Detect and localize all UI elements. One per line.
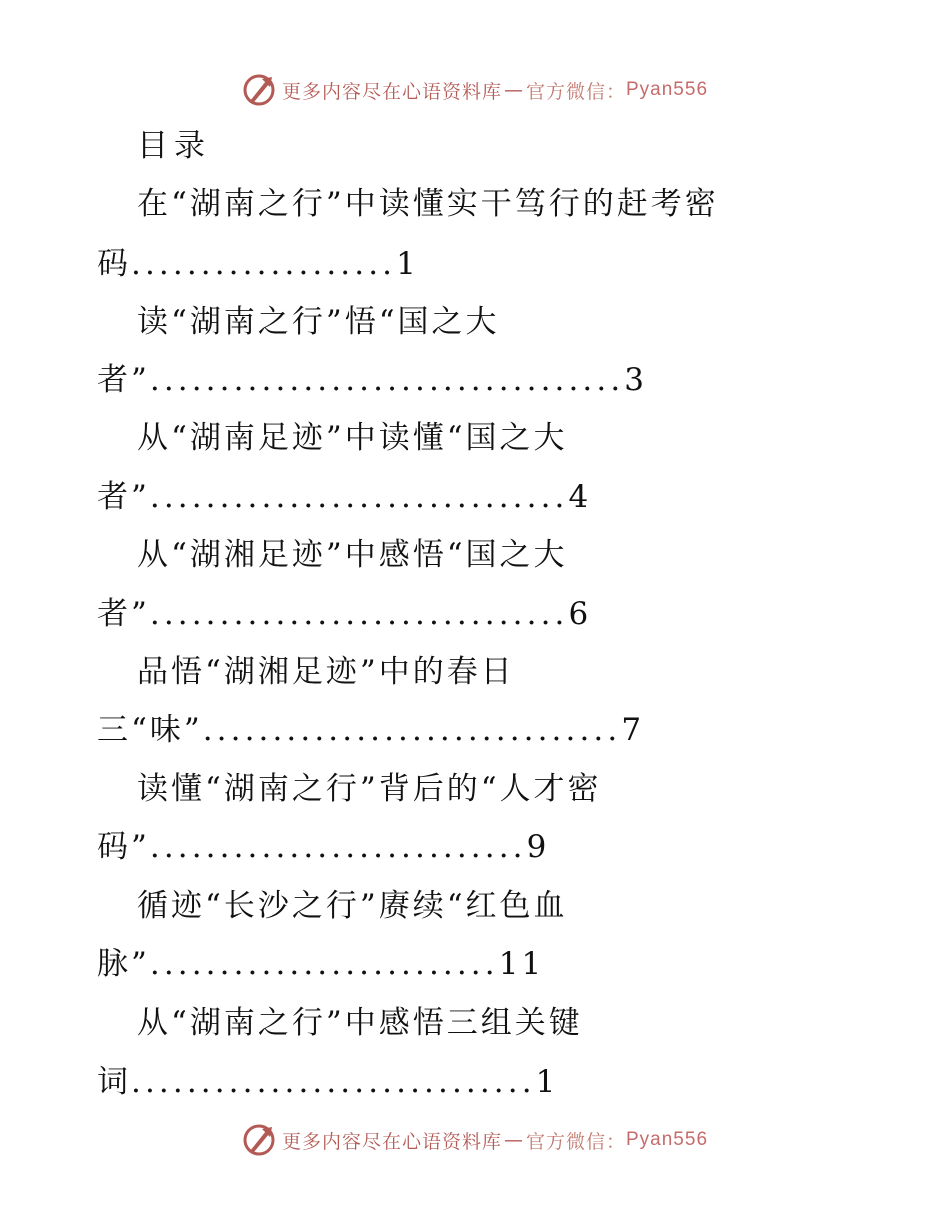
toc-leader-dots: ............................. bbox=[131, 1064, 536, 1100]
toc-entry-4-line2[interactable] bbox=[97, 590, 591, 638]
toc-entry-text: 者” bbox=[97, 596, 150, 632]
toc-page-number: 6 bbox=[568, 596, 592, 632]
toc-entry-1-line1[interactable]: 在“湖南之行”中读懂实干笃行的赶考密 bbox=[137, 186, 719, 222]
toc-leader-dots: .............................. bbox=[149, 596, 569, 632]
watermark-wechat-label: 官方微信： bbox=[525, 1130, 626, 1153]
toc-title: 目录 bbox=[137, 128, 211, 164]
toc-entry-text: 脉” bbox=[97, 946, 150, 982]
toc-entry-text: 码” bbox=[97, 829, 150, 865]
toc-leader-dots: ......................... bbox=[149, 946, 499, 982]
toc-page-number: 3 bbox=[624, 362, 648, 398]
toc-entry-7-line1[interactable]: 循迹“长沙之行”赓续“红色血 bbox=[137, 888, 568, 924]
toc-page-number: 7 bbox=[621, 712, 645, 748]
toc-entry-8-line2[interactable] bbox=[97, 1058, 558, 1106]
watermark-separator: — bbox=[503, 1129, 524, 1151]
toc-leader-dots: .................................. bbox=[149, 362, 625, 398]
toc-entry-text: 词 bbox=[97, 1064, 131, 1100]
watermark-wechat-id: Pyan556 bbox=[626, 79, 709, 100]
toc-entry-5-line1[interactable]: 品悟“湖湘足迹”中的春日 bbox=[137, 654, 515, 690]
watermark-banner-bottom bbox=[0, 1120, 950, 1160]
toc-entry-6-line2[interactable] bbox=[97, 823, 549, 871]
toc-entry-text: 者” bbox=[97, 362, 150, 398]
toc-entry-1-line2[interactable] bbox=[97, 240, 419, 288]
toc-entry-text: 三“味” bbox=[97, 712, 203, 748]
quill-pen-logo-icon bbox=[242, 1123, 276, 1157]
watermark-banner-top bbox=[0, 70, 950, 110]
toc-entry-8-line1[interactable]: 从“湖南之行”中感悟三组关键 bbox=[137, 1005, 583, 1041]
toc-page-number: 4 bbox=[568, 479, 592, 515]
quill-pen-logo-icon bbox=[242, 73, 276, 107]
toc-entry-2-line2[interactable] bbox=[97, 356, 647, 404]
toc-leader-dots: .............................. bbox=[202, 712, 622, 748]
toc-page-number: 1 bbox=[535, 1064, 559, 1100]
watermark-wechat-label: 官方微信： bbox=[525, 80, 626, 103]
toc-page-number: 9 bbox=[526, 829, 550, 865]
toc-entry-5-line2[interactable] bbox=[97, 706, 644, 754]
toc-entry-4-line1[interactable]: 从“湖湘足迹”中感悟“国之大 bbox=[137, 537, 568, 573]
toc-entry-text: 者” bbox=[97, 479, 150, 515]
watermark-separator: — bbox=[503, 79, 524, 101]
toc-entry-6-line1[interactable]: 读懂“湖南之行”背后的“人才密 bbox=[137, 771, 602, 807]
toc-entry-2-line1[interactable]: 读“湖南之行”悟“国之大 bbox=[137, 304, 500, 340]
toc-leader-dots: ................... bbox=[131, 246, 397, 282]
toc-page-number: 1 bbox=[396, 246, 419, 282]
toc-entry-7-line2[interactable] bbox=[97, 940, 544, 988]
toc-leader-dots: ........................... bbox=[149, 829, 527, 865]
watermark-text: 更多内容尽在心语资料库 bbox=[281, 1130, 502, 1153]
toc-entry-3-line2[interactable] bbox=[97, 473, 591, 521]
toc-page-number: 11 bbox=[498, 946, 545, 982]
toc-entry-text: 码 bbox=[97, 246, 131, 282]
toc-entry-3-line1[interactable]: 从“湖南足迹”中读懂“国之大 bbox=[137, 420, 568, 456]
watermark-wechat-id: Pyan556 bbox=[626, 1129, 709, 1150]
toc-leader-dots: .............................. bbox=[149, 479, 569, 515]
watermark-text: 更多内容尽在心语资料库 bbox=[281, 80, 502, 103]
